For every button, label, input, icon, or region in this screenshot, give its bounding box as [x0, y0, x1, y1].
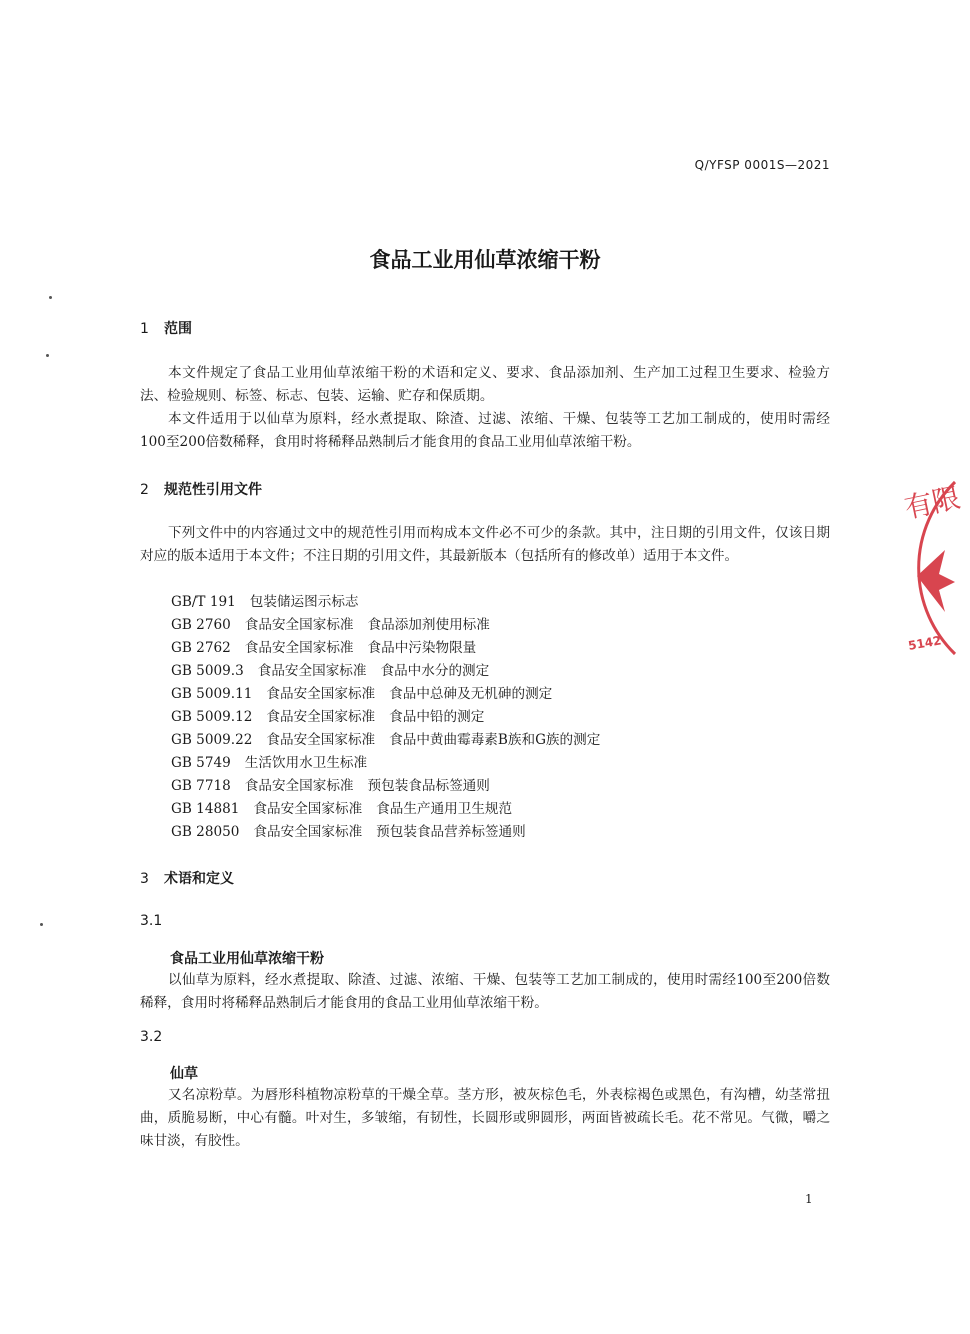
scope-paragraph-1: 本文件规定了食品工业用仙草浓缩干粉的术语和定义、要求、食品添加剂、生产加工过程卫生要求、检验方法、检验规则、标签、标志、包装、运输、贮存和保质期。 — [140, 365, 830, 404]
section-3-heading — [140, 868, 234, 888]
term-title: 食品工业用仙草浓缩干粉 — [170, 951, 324, 967]
svg-text:有限: 有限 — [901, 480, 964, 525]
page-number: 1 — [805, 1192, 813, 1206]
scan-speck — [40, 923, 43, 926]
section-title: 术语和定义 — [164, 871, 234, 887]
references-intro: 下列文件中的内容通过文中的规范性引用而构成本文件必不可少的条款。其中，注日期的引用文件，仅该日期对应的版本适用于本文件；不注日期的引用文件，其最新版本（包括所有的修改单）适用于本文件。 — [140, 525, 830, 564]
reference-item: GB 7718 食品安全国家标准 预包装食品标签通则 — [171, 778, 490, 794]
reference-item: GB 5749 生活饮用水卫生标准 — [171, 755, 368, 771]
term-title: 仙草 — [170, 1066, 198, 1082]
scan-speck — [49, 296, 52, 299]
term-definition: 以仙草为原料，经水煮提取、除渣、过滤、浓缩、干燥、包装等工艺加工制成的，使用时需经100至200倍数稀释，食用时将稀释品熟制后才能食用的食品工业用仙草浓缩干粉。 — [140, 972, 830, 1011]
section-number: 2 — [140, 482, 149, 498]
reference-list — [171, 591, 600, 844]
company-seal — [895, 478, 964, 658]
reference-item: GB 5009.3 食品安全国家标准 食品中水分的测定 — [171, 663, 490, 679]
scan-speck — [46, 354, 49, 357]
document-code: Q/YFSP 0001S—2021 — [694, 158, 830, 172]
reference-item: GB/T 191 包装储运图示标志 — [171, 594, 359, 610]
reference-item: GB 14881 食品安全国家标准 食品生产通用卫生规范 — [171, 801, 513, 817]
term-number: 3.1 — [140, 913, 163, 929]
svg-text:5142: 5142 — [907, 633, 943, 653]
section-1-heading — [140, 318, 192, 338]
reference-item: GB 5009.22 食品安全国家标准 食品中黄曲霉毒素B族和G族的测定 — [171, 732, 601, 748]
reference-item: GB 2760 食品安全国家标准 食品添加剂使用标准 — [171, 617, 490, 633]
reference-item: GB 5009.11 食品安全国家标准 食品中总砷及无机砷的测定 — [171, 686, 553, 702]
section-2-heading — [140, 479, 262, 499]
term-number: 3.2 — [140, 1029, 163, 1045]
reference-item: GB 28050 食品安全国家标准 预包装食品营养标签通则 — [171, 824, 526, 840]
term-definition: 又名凉粉草。为唇形科植物凉粉草的干燥全草。茎方形，被灰棕色毛，外表棕褐色或黑色，有沟槽，幼茎常扭曲，质脆易断，中心有髓。叶对生，多皱缩，有韧性，长圆形或卵圆形，两面皆被疏长毛。花不常见。气微，嚼之味甘淡，有胶性。 — [140, 1087, 830, 1149]
section-number: 1 — [140, 321, 149, 337]
scope-paragraph-2: 本文件适用于以仙草为原料，经水煮提取、除渣、过滤、浓缩、干燥、包装等工艺加工制成的，使用时需经100至200倍数稀释，食用时将稀释品熟制后才能食用的食品工业用仙草浓缩干粉。 — [140, 411, 830, 450]
reference-item: GB 2762 食品安全国家标准 食品中污染物限量 — [171, 640, 477, 656]
reference-item: GB 5009.12 食品安全国家标准 食品中铅的测定 — [171, 709, 485, 725]
section-number: 3 — [140, 871, 149, 887]
section-title: 范围 — [164, 321, 192, 337]
section-title: 规范性引用文件 — [164, 482, 262, 498]
document-title: 食品工业用仙草浓缩干粉 — [369, 248, 601, 272]
